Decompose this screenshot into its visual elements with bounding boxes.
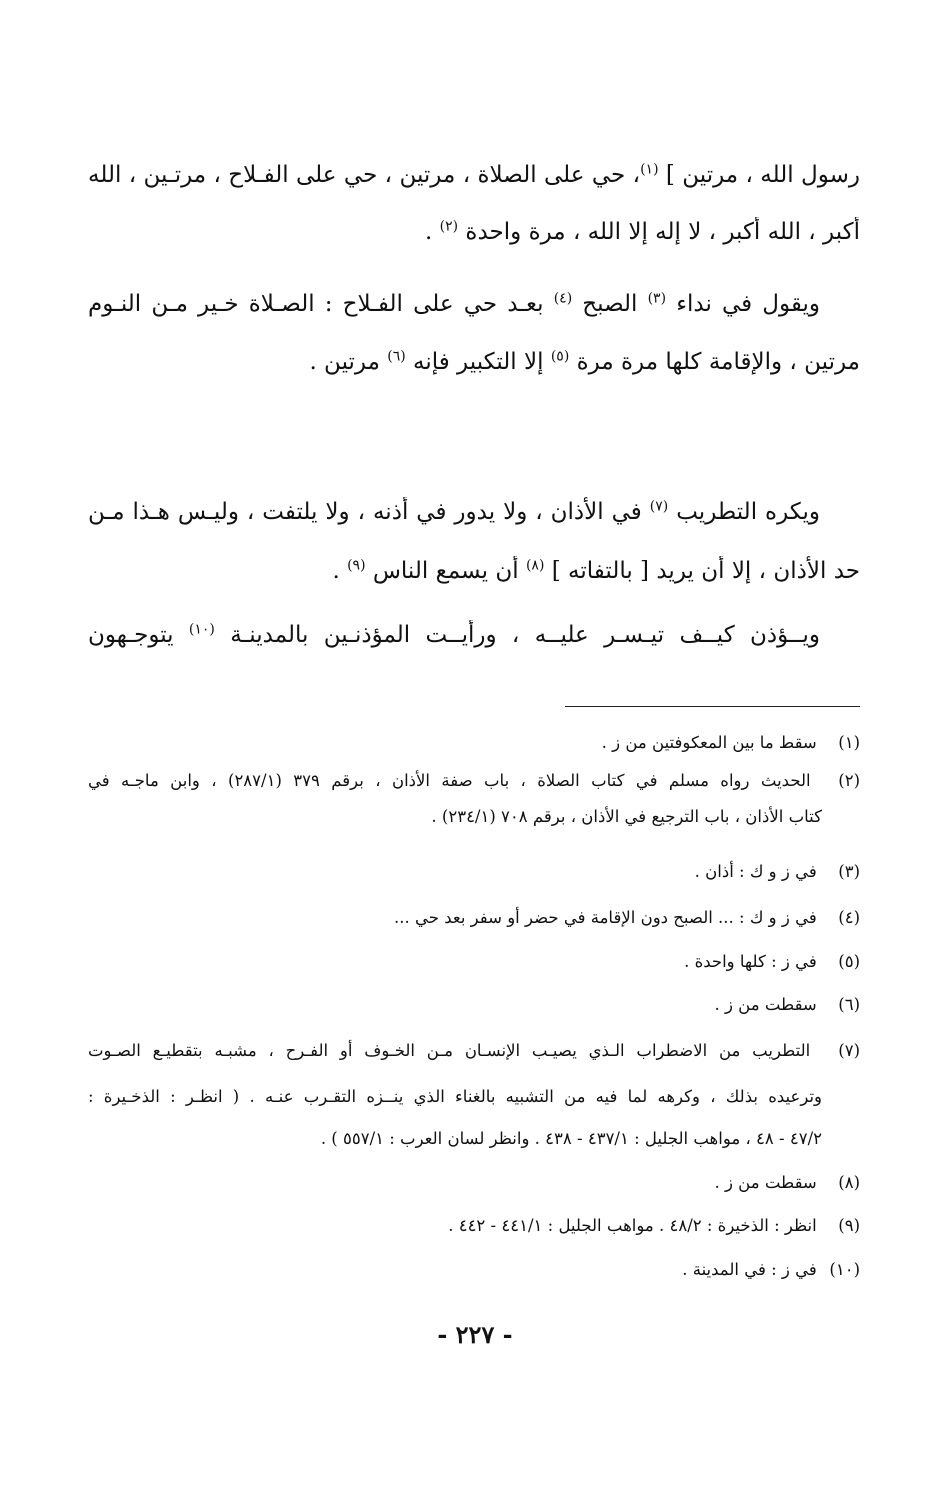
footnote-number: (٤) (838, 908, 860, 927)
footnote-number: (٩) (838, 1216, 860, 1235)
footnote-ref: (٩) (347, 557, 366, 574)
footnote-7-continuation-2 (88, 1127, 822, 1151)
footnote-8 (88, 1171, 860, 1195)
footnote-10 (88, 1258, 860, 1282)
footnote-text: كتاب الأذان ، باب الترجيع في الأذان ، برقم ٧٠٨ (٢٣٤/١) . (431, 807, 822, 826)
page-number: - ٢٢٧ - (437, 1320, 513, 1349)
footnote-number: (٢) (838, 771, 860, 790)
footnote-7-continuation-1 (88, 1085, 822, 1109)
footnote-ref: (١) (640, 161, 659, 178)
footnote-number: (٥) (838, 952, 860, 971)
footnote-ref: (٨) (525, 557, 545, 574)
footnote-text: سقطت من ز . (714, 995, 817, 1014)
footnote-9 (88, 1214, 860, 1238)
footnote-number: (٧) (838, 1041, 860, 1060)
body-text: ، حي على الصلاة ، مرتين ، حي على الفـلاح ، مرتـين ، الله (88, 162, 641, 188)
footnote-number: (١) (838, 733, 860, 752)
footnote-2 (88, 769, 860, 793)
body-text: ويقول في نداء (676, 291, 821, 317)
body-text: أن يسمع الناس (372, 558, 519, 584)
footnote-ref: (٢) (439, 218, 459, 235)
body-text: أكبر ، الله أكبر ، لا إله إلا الله ، مرة واحدة (465, 219, 860, 245)
footnote-7 (88, 1039, 860, 1063)
body-text: في الأذان ، ولا يدور في أذنه ، ولا يلتفت ، وليـس هـذا مـن (88, 499, 642, 525)
body-text: ويكره التطريب (676, 499, 820, 525)
footnote-ref: (٥) (550, 348, 570, 365)
body-line-2 (88, 217, 860, 247)
body-text: مرتين ، والإقامة كلها مرة مرة (576, 349, 860, 375)
footnote-text: انظر : الذخيرة : ٤٨/٢ . مواهب الجليل : ٤٤١/١ - ٤٤٢ . (448, 1216, 817, 1235)
footnote-ref: (٦) (387, 348, 406, 365)
footnote-separator (565, 706, 860, 707)
body-text: الصبح (582, 291, 638, 317)
footnote-number: (٣) (838, 862, 860, 881)
footnote-ref: (١٠) (188, 621, 215, 638)
body-line-3 (88, 289, 860, 319)
body-text: حد الأذان ، إلا أن يريد [ بالتفاته ] (551, 558, 860, 584)
footnote-number: (٦) (838, 995, 860, 1014)
footnote-1 (88, 731, 860, 755)
body-line-5 (88, 497, 860, 527)
footnote-ref: (٣) (647, 290, 667, 307)
body-text: . (332, 558, 340, 584)
body-line-1 (88, 160, 860, 190)
footnote-number: (٨) (838, 1173, 860, 1192)
footnote-text: في ز : في المدينة . (682, 1260, 817, 1279)
footnote-text: سقط ما بين المعكوفتين من ز . (601, 733, 817, 752)
footnote-text: في ز : كلها واحدة . (684, 952, 817, 971)
footnote-ref: (٧) (649, 498, 669, 515)
footnote-text: الحديث رواه مسلم في كتاب الصلاة ، باب صفة الأذان ، برقم ٣٧٩ (٢٨٧/١) ، وابن ماجـه في (88, 771, 811, 790)
footnote-ref: (٤) (553, 290, 573, 307)
body-text: رسول الله ، مرتين ] (665, 162, 860, 188)
body-text: . (425, 219, 433, 245)
body-text: إلا التكبير فإنه (413, 349, 544, 375)
footnote-4 (88, 906, 860, 930)
footnote-5 (88, 950, 860, 974)
body-line-4 (88, 347, 860, 377)
footnote-6 (88, 993, 860, 1017)
body-text: بعـد حي على الفـلاح : الصـلاة خـير مـن النـوم (88, 291, 544, 317)
footnote-2-continuation (88, 805, 822, 829)
body-text: يتوجـهون (88, 622, 174, 648)
footnote-3 (88, 860, 860, 884)
body-text: ويــؤذن كيــف تيـسـر عليــه ، ورأيــت المؤذنـين بالمدينـة (230, 622, 821, 648)
footnote-text: في ز و ك : أذان . (694, 862, 817, 881)
body-line-6 (88, 556, 860, 586)
body-line-7 (88, 620, 860, 650)
footnote-number: (١٠) (829, 1260, 860, 1279)
body-text: مرتين . (309, 349, 380, 375)
footnote-text: وترعيده بذلك ، وكرهه لما فيه من التشبيه بالغناء الذي ينــزه التقـرب عنـه . ( انظـر : الذخـيرة : (88, 1087, 822, 1106)
footnote-text: في ز و ك : ... الصبح دون الإقامة في حضر أو سفر بعد حي ... (394, 908, 817, 927)
footnote-text: التطريب من الاضطراب الـذي يصيـب الإنسـان مـن الخـوف أو الفـرح ، مشبـه بتقطيـع الصـوت (88, 1041, 811, 1060)
footnote-text: ٤٧/٢ - ٤٨ ، مواهب الجليل : ٤٣٧/١ - ٤٣٨ . وانظر لسان العرب : ٥٥٧/١ ) . (320, 1129, 822, 1148)
footnote-text: سقطت من ز . (714, 1173, 817, 1192)
